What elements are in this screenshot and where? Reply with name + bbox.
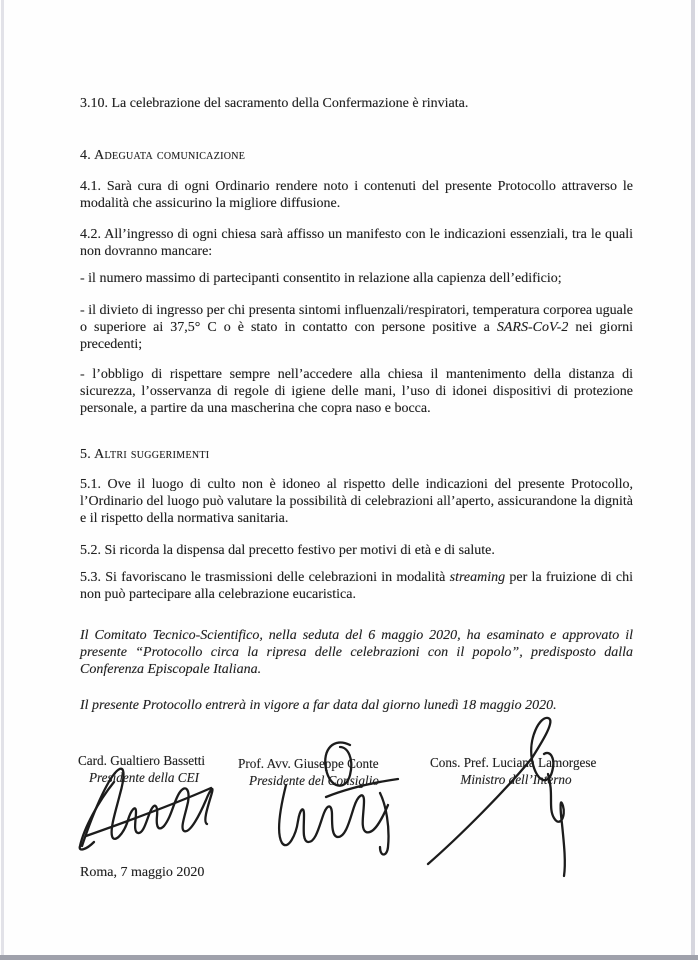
signature-block-bassetti bbox=[78, 753, 210, 786]
text-segment: 5.3. Si favoriscano le trasmissioni delle celebrazioni in modalità bbox=[80, 570, 450, 585]
text-segment: nei giorni precedenti; bbox=[80, 320, 633, 352]
section-heading-5: 5. Altri suggerimenti bbox=[80, 447, 210, 462]
scan-edge-right bbox=[691, 0, 695, 960]
text-segment-italic: SARS-CoV-2 bbox=[496, 320, 569, 335]
signature-block-lamorgese bbox=[430, 755, 602, 788]
signature-block-conte bbox=[238, 756, 390, 789]
paragraph-3-10: 3.10. La celebrazione del sacramento della Confermazione è rinviata. bbox=[80, 96, 469, 111]
paragraph-5-2: 5.2. Si ricorda la dispensa dal precetto festivo per motivi di età e di salute. bbox=[80, 543, 495, 558]
paragraph-5-3 bbox=[80, 569, 633, 603]
paragraph-4-2: 4.2. All’ingresso di ogni chiesa sarà affisso un manifesto con le indicazioni essenziali, tra le quali non dovranno mancare: bbox=[80, 227, 633, 259]
paragraph-comitato-tecnico: Il Comitato Tecnico-Scientifico, nella seduta del 6 maggio 2020, ha esaminato e approvato il presente “Protocollo circa la ripresa delle celebrazioni con il popolo”, predisposto dalla Conferenza Episcopale Italiana. bbox=[80, 628, 633, 677]
section-heading-4: 4. Adeguata comunicazione bbox=[80, 148, 246, 163]
scan-edge-bottom bbox=[0, 955, 698, 960]
signer-title: Presidente della CEI bbox=[88, 769, 200, 785]
paragraph-5-1: 5.1. Ove il luogo di culto non è idoneo al rispetto delle indicazioni del presente Protocollo, l’Ordinario del luogo può valutare la possibilità di celebrazioni all’aperto, assicurandone la dignità e il rispetto della normativa sanitaria. bbox=[80, 477, 633, 526]
signer-name: Prof. Avv. Giuseppe Conte bbox=[238, 756, 379, 771]
signer-title: Presidente del Consiglio bbox=[249, 772, 379, 788]
bullet-obbligo-rispettare: - l’obbligo di rispettare sempre nell’accedere alla chiesa il mantenimento della distanza di sicurezza, l’osservanza di regole di igiene delle mani, l’uso di idonei dispositivi di protezione personale, a partire da una mascherina che copra naso e bocca. bbox=[80, 367, 633, 416]
bullet-divieto-ingresso bbox=[80, 302, 633, 353]
text-segment-italic: streaming bbox=[449, 570, 506, 585]
signer-title: Ministro dell’Interno bbox=[460, 771, 572, 787]
paragraph-entrata-in-vigore: Il presente Protocollo entrerà in vigore a far data dal giorno lunedì 18 maggio 2020. bbox=[80, 698, 557, 713]
paragraph-4-1: 4.1. Sarà cura di ogni Ordinario rendere noto i contenuti del presente Protocollo attraverso le modalità che assicurino la migliore diffusione. bbox=[80, 179, 633, 211]
handwritten-signature-lamorgese bbox=[420, 712, 605, 887]
text-segment: per la fruizione di chi non può partecipare alla celebrazione eucaristica. bbox=[80, 570, 633, 602]
signer-name: Cons. Pref. Luciana Lamorgese bbox=[430, 755, 597, 770]
text-segment: - il divieto di ingresso per chi presenta sintomi influenzali/respiratori, temperatura corporea uguale o superiore ai 37,5° C o è stato in contatto con persone positive a bbox=[80, 303, 633, 335]
signer-name: Card. Gualtiero Bassetti bbox=[78, 753, 206, 768]
handwritten-signature-conte bbox=[230, 735, 405, 863]
scan-edge-left bbox=[1, 0, 4, 960]
place-date-line: Roma, 7 maggio 2020 bbox=[80, 865, 205, 880]
bullet-numero-massimo: - il numero massimo di partecipanti consentito in relazione alla capienza dell’edificio; bbox=[80, 271, 562, 286]
